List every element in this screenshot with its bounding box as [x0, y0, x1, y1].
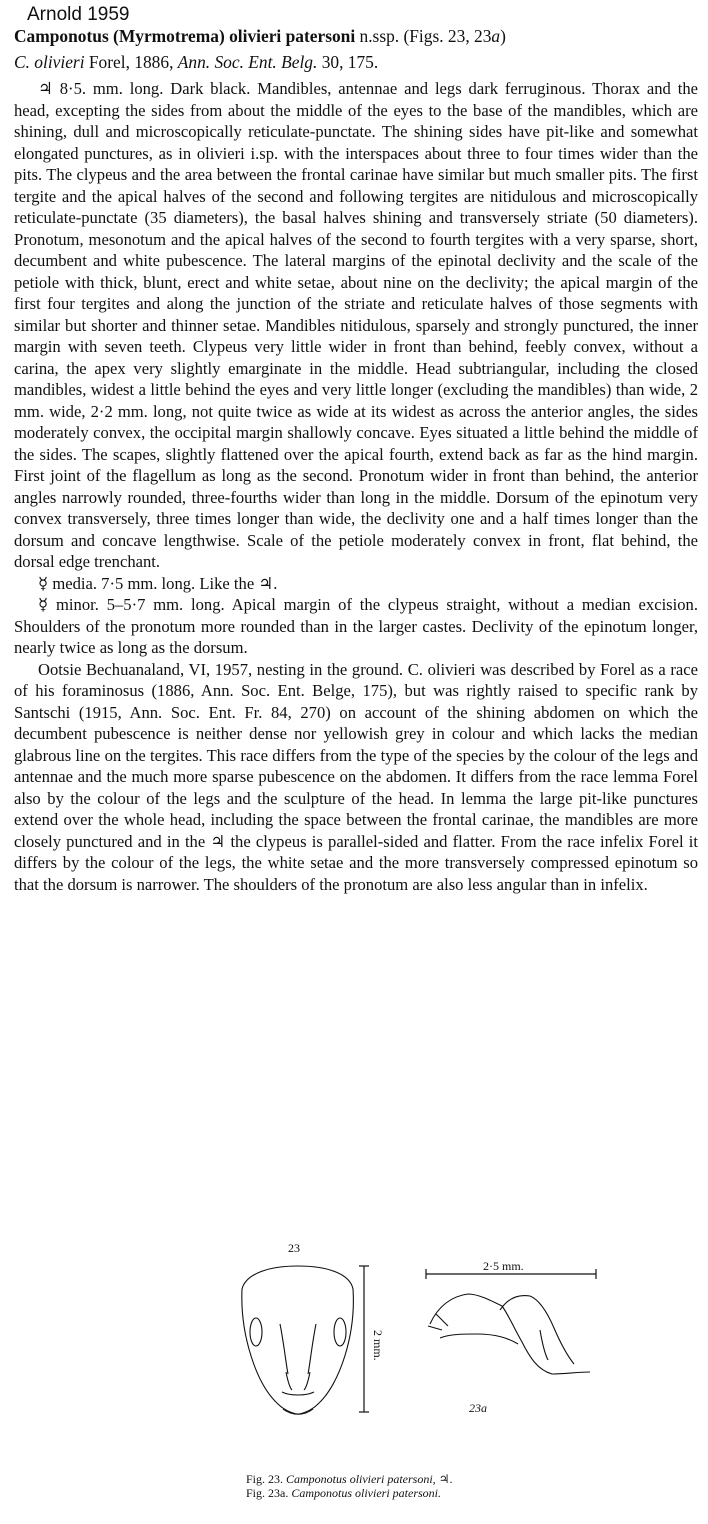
citation-species: C. olivieri — [14, 52, 85, 72]
thorax-profile-drawing — [428, 1294, 590, 1374]
paragraph-media-worker: ☿ media. 7·5 mm. long. Like the ♃. — [38, 573, 278, 593]
synonym-citation — [14, 52, 378, 73]
caption-2-text: Camponotus olivieri patersoni. — [291, 1486, 442, 1500]
species-heading — [14, 26, 704, 47]
heading-close: ) — [500, 26, 506, 46]
caption-line-2 — [246, 1486, 452, 1500]
caption-1-symbol: ♃. — [438, 1472, 453, 1486]
paragraph-major-worker: ♃ 8·5. mm. long. Dark black. Mandibles, antennae and legs dark ferruginous. Thorax and the head, excepting the sides from about the middle of the eyes to the base of the mandibles, which are shining, dull and microscopically reticulate-punctate. The shining sides have pit-like and somewhat elongated punctures, as in olivieri i.sp. with the interspaces about three to four times wider than the pits. The clypeus and the area between the frontal carinae have similar but much smaller pits. The first tergite and the apical halves of the second and following tergites are nitidulous and microscopically reticulate-punctate (35 diameters), the basal halves shining and transversely striate (50 diameters). Pronotum, mesonotum and the apical halves of the second to fourth tergites with a very sparse, short, decumbent and white pubescence. The lateral margins of the epinotal declivity and the scale of the petiole with thick, blunt, erect and white setae, about nine on the declivity; the apical margin of the first four tergites and along the junction of the striate and reticulate halves of those segments with similar but shorter and thinner setae. Mandibles nitidulous, sparsely and strongly punctured, the inner margin with seven teeth. Clypeus very little wider in front than behind, feebly convex, without a carina, the apex very slightly emarginate in the middle. Head subtriangular, including the closed mandibles, widest a little behind the eyes and very little longer (excluding the mandibles) than wide, 2 mm. wide, 2·2 mm. long, not quite twice as wide at its widest as across the anterior angles, the sides moderately convex, the occipital margin shallowly concave. Eyes situated a little behind the middle of the sides. The scapes, slightly flattened over the apical fourth, extend back as far as the hind margin. First joint of the flagellum as long as the second. Pronotum wider in front than behind, the anterior angles narrowly rounded, three-fourths wider than long in the middle. Dorsum of the epinotum very convex transversely, three times longer than wide, the declivity one and a half times longer than the dorsum and concave lengthwise. Scale of the petiole moderately convex in front, flat behind, the dorsal edge trenchant. — [14, 79, 698, 571]
caption-1-prefix: Fig. 23. — [246, 1472, 284, 1486]
caption-2-prefix: Fig. 23a. — [246, 1486, 289, 1500]
head-scale-label: 2 mm. — [371, 1330, 385, 1361]
citation-journal: Ann. Soc. Ent. Belg. — [177, 52, 318, 72]
figure-caption — [246, 1472, 452, 1500]
species-status: n.ssp. (Figs. 23, 23 — [355, 26, 492, 46]
figure-a-ref: a — [491, 26, 501, 46]
head-outline-drawing — [242, 1266, 354, 1414]
fig23a-number: 23a — [469, 1401, 487, 1415]
citation-author: Forel, 1886, — [84, 52, 178, 72]
source-label: Arnold 1959 — [27, 4, 130, 25]
paragraph-locality-remarks: Ootsie Bechuanaland, VI, 1957, nesting in the ground. C. olivieri was described by Forel as a race of his foraminosus (1886, Ann. Soc. Ent. Belge, 175), but was rightly raised to specific rank by Santschi (1915, Ann. Soc. Ent. Fr. 84, 270) on account of the shining abdomen on which the decumbent pubescence is neither dense nor yellowish grey in colour and which lacks the median glabrous line on the tergites. This race differs from the type of the species by the colour of the legs and antennae and the much more sparse pubescence on the abdomen. It differs from the race lemma Forel also by the colour of the legs and the sculpture of the head. In lemma the large pit-like punctures extend over the whole head, including the space between the frontal carinae, the mandibles are more closely punctured and in the ♃ the clypeus is parallel-sided and flatter. From the race infelix Forel it differs by the colour of the legs, the white setae and the more transversely compressed epinotum so that the dorsum is narrower. The shoulders of the pronotum are also less angular than in infelix. — [14, 659, 698, 894]
thorax-scale-label: 2·5 mm. — [483, 1259, 524, 1273]
head-scale-bar — [359, 1266, 369, 1412]
description-body — [14, 78, 698, 895]
caption-line-1 — [246, 1472, 452, 1486]
fig23-number: 23 — [288, 1241, 300, 1255]
figure-drawings — [0, 1234, 708, 1474]
caption-1-text: Camponotus olivieri patersoni, — [286, 1472, 436, 1486]
citation-ref: 30, 175. — [317, 52, 379, 72]
paragraph-minor-worker: ☿ minor. 5–5·7 mm. long. Apical margin of the clypeus straight, without a median excision. Shoulders of the pronotum more rounded than in the larger castes. Declivity of the epinotum longer, nearly twice as long as the dorsum. — [14, 595, 698, 657]
species-name: Camponotus (Myrmotrema) olivieri patersoni — [14, 26, 356, 46]
